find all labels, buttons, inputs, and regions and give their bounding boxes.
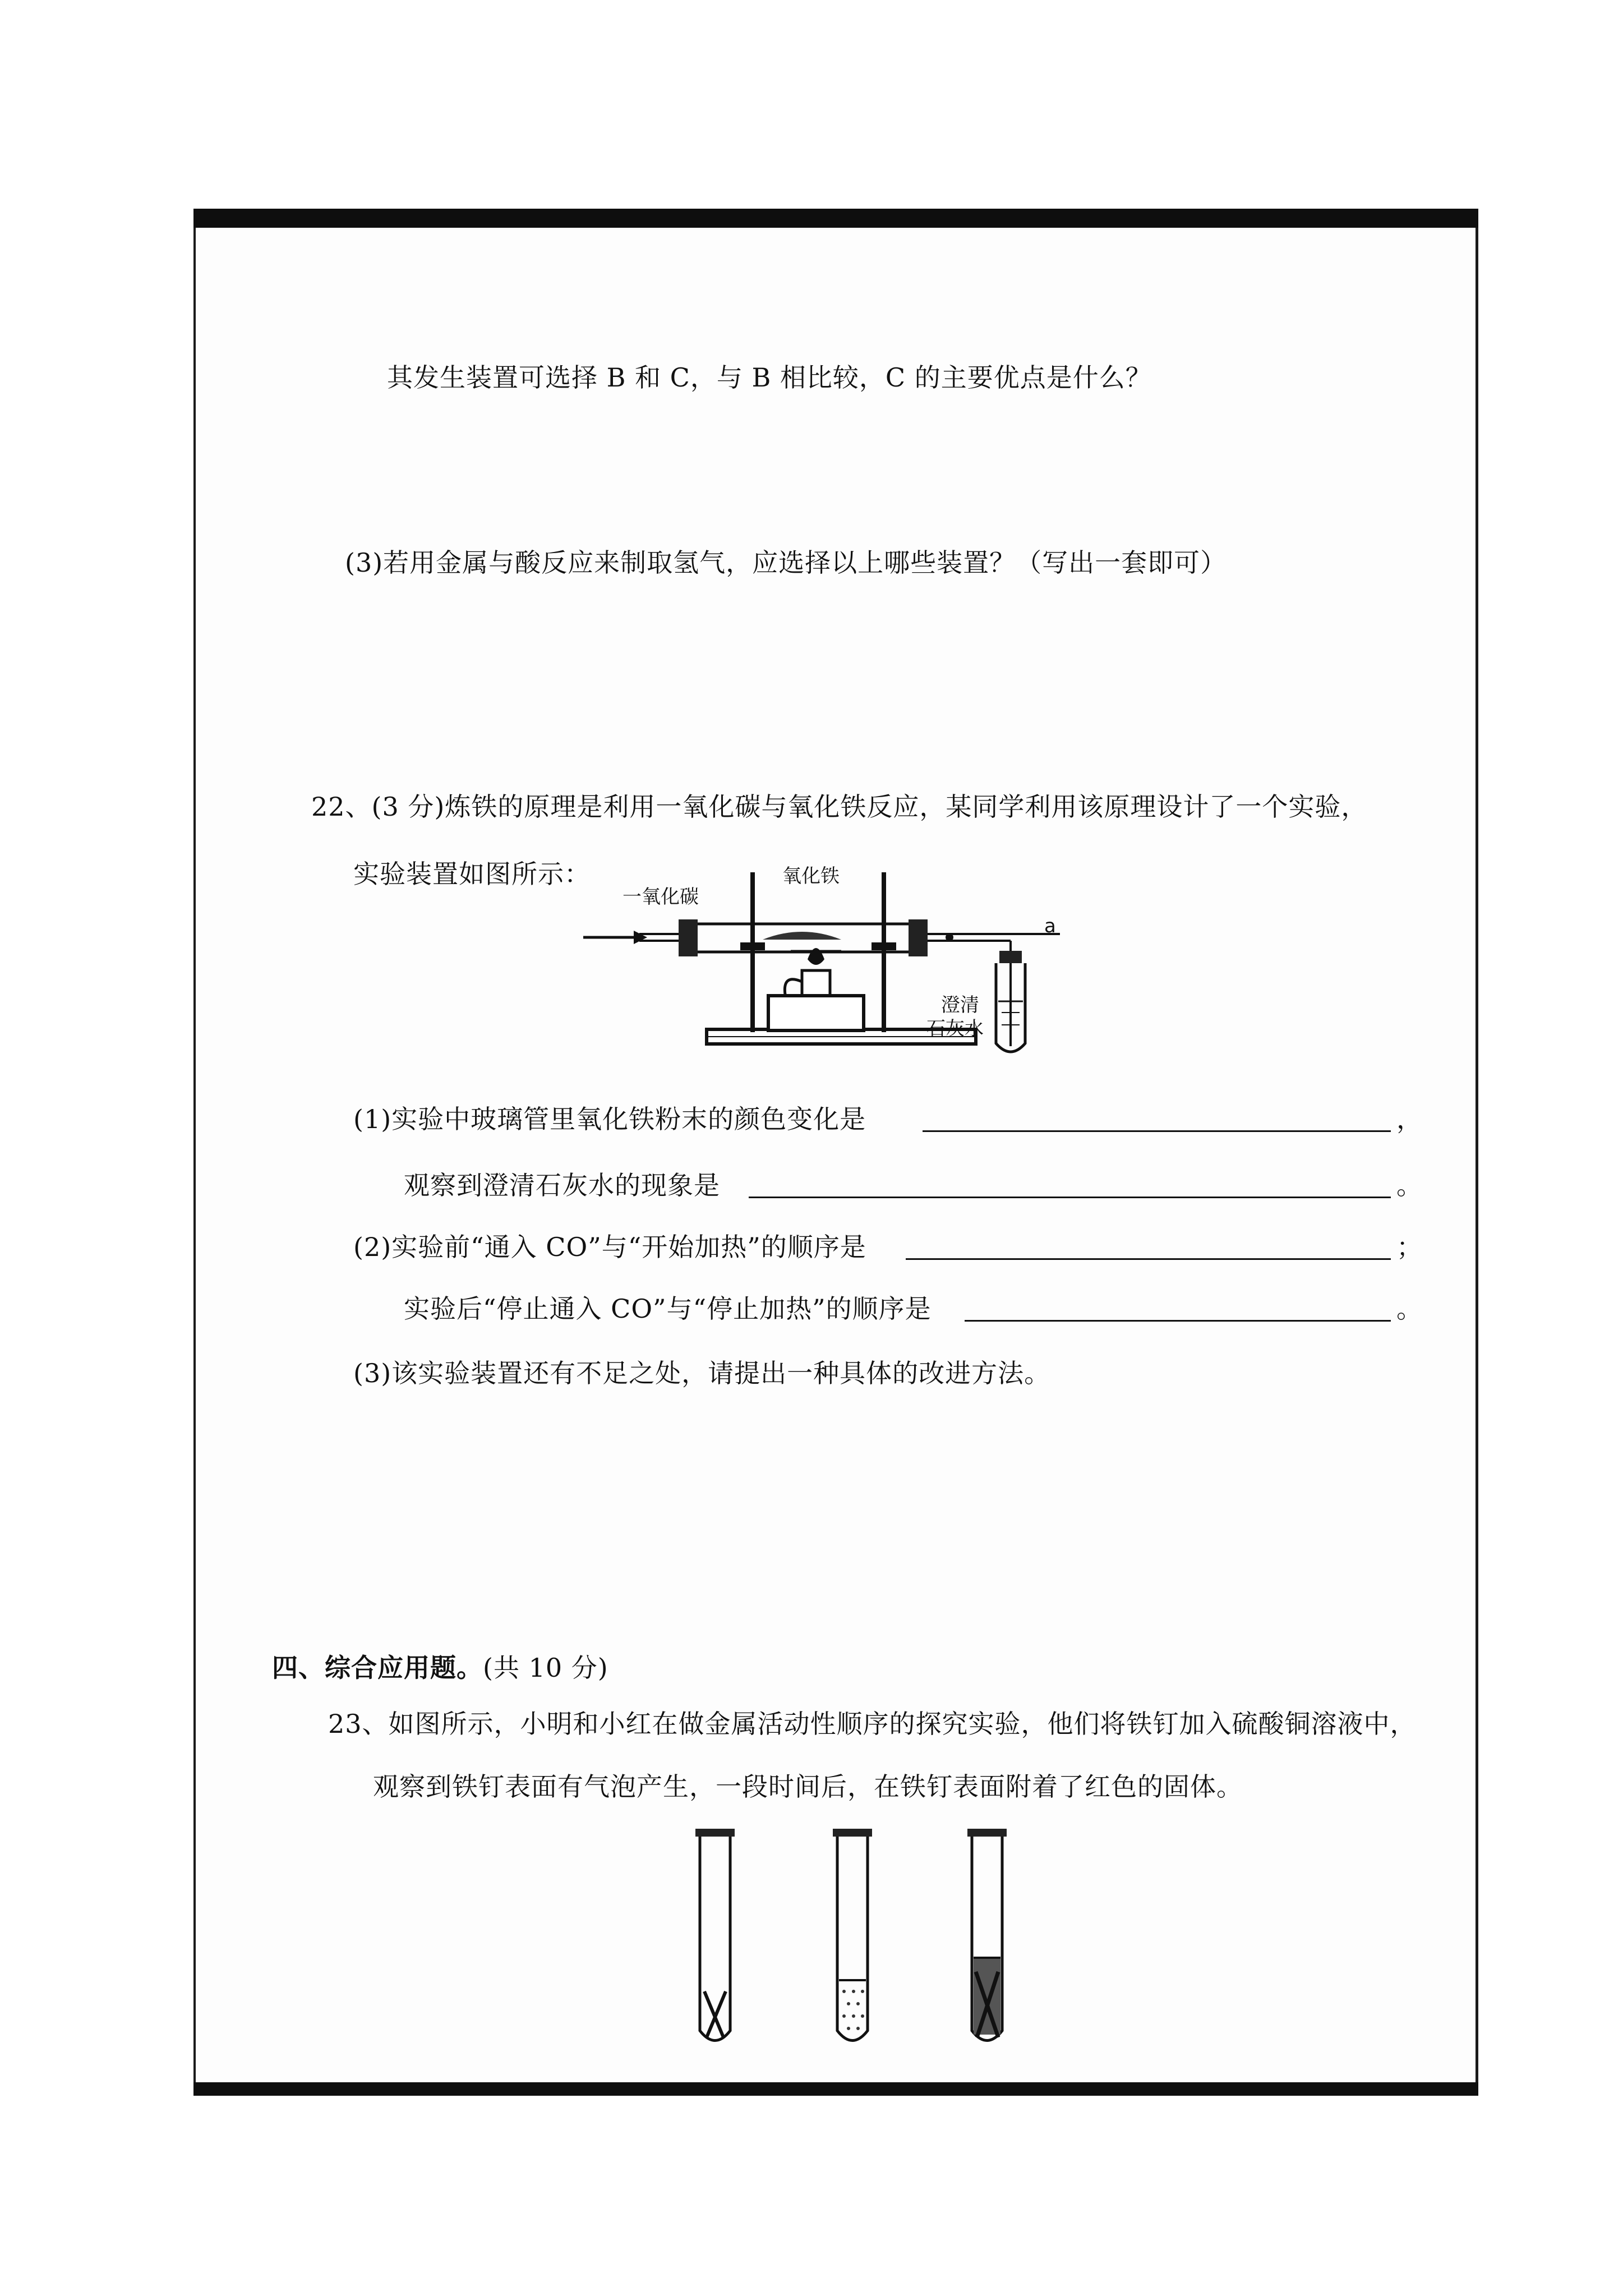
punctuation: 。: [1396, 1170, 1422, 1200]
q22-part1-a: (1)实验中玻璃管里氧化铁粉末的颜色变化是: [353, 1104, 866, 1134]
figure-label-iron-oxide: 氧化铁: [782, 865, 840, 887]
q21-line: 其发生装置可选择 B 和 C，与 B 相比较，C 的主要优点是什么？: [387, 362, 1152, 393]
scan-border-top: [193, 209, 1478, 228]
scan-border-bottom: [193, 2082, 1478, 2096]
exam-sheet: [193, 210, 1478, 2092]
q21-part3: (3)若用金属与酸反应来制取氢气，应选择以上哪些装置？（写出一套即可）: [345, 547, 1227, 578]
answer-blank[interactable]: [923, 1130, 1391, 1132]
q22-intro: 22、(3 分)炼铁的原理是利用一氧化碳与氧化铁反应，某同学利用该原理设计了一个实验，: [311, 792, 1368, 822]
section-heading: [272, 1652, 608, 1683]
q22-part3: (3)该实验装置还有不足之处，请提出一种具体的改进方法。: [353, 1358, 1051, 1388]
punctuation: ，: [1396, 1104, 1422, 1134]
figure-label-limewater-2: 石灰水: [926, 1018, 984, 1040]
q23-line: 23、如图所示，小明和小红在做金属活动性顺序的探究实验，他们将铁钉加入硫酸铜溶液中，: [328, 1709, 1417, 1739]
figure-label-co: 一氧化碳: [623, 886, 699, 908]
q23-line-2: 观察到铁钉表面有气泡产生，一段时间后，在铁钉表面附着了红色的固体。: [373, 1772, 1243, 1802]
figure-label-a: a: [1044, 915, 1056, 937]
q22-intro-2: 实验装置如图所示：: [353, 859, 591, 889]
answer-blank[interactable]: [906, 1258, 1391, 1260]
q22-part2-b: 实验后“停止通入 CO”与“停止加热”的顺序是: [404, 1294, 932, 1324]
punctuation: 。: [1396, 1294, 1422, 1324]
q22-part2-a: (2)实验前“通入 CO”与“开始加热”的顺序是: [353, 1232, 866, 1262]
section-heading-title: 四、综合应用题。: [272, 1653, 483, 1683]
figure-label-limewater-1: 澄清: [941, 994, 979, 1016]
answer-blank[interactable]: [749, 1197, 1391, 1198]
test-tubes-figure: [690, 1829, 1026, 2053]
answer-blank[interactable]: [965, 1320, 1391, 1322]
section-heading-score: (共 10 分): [483, 1653, 608, 1683]
q22-part1-b: 观察到澄清石灰水的现象是: [404, 1170, 720, 1200]
punctuation: ；: [1396, 1232, 1422, 1262]
